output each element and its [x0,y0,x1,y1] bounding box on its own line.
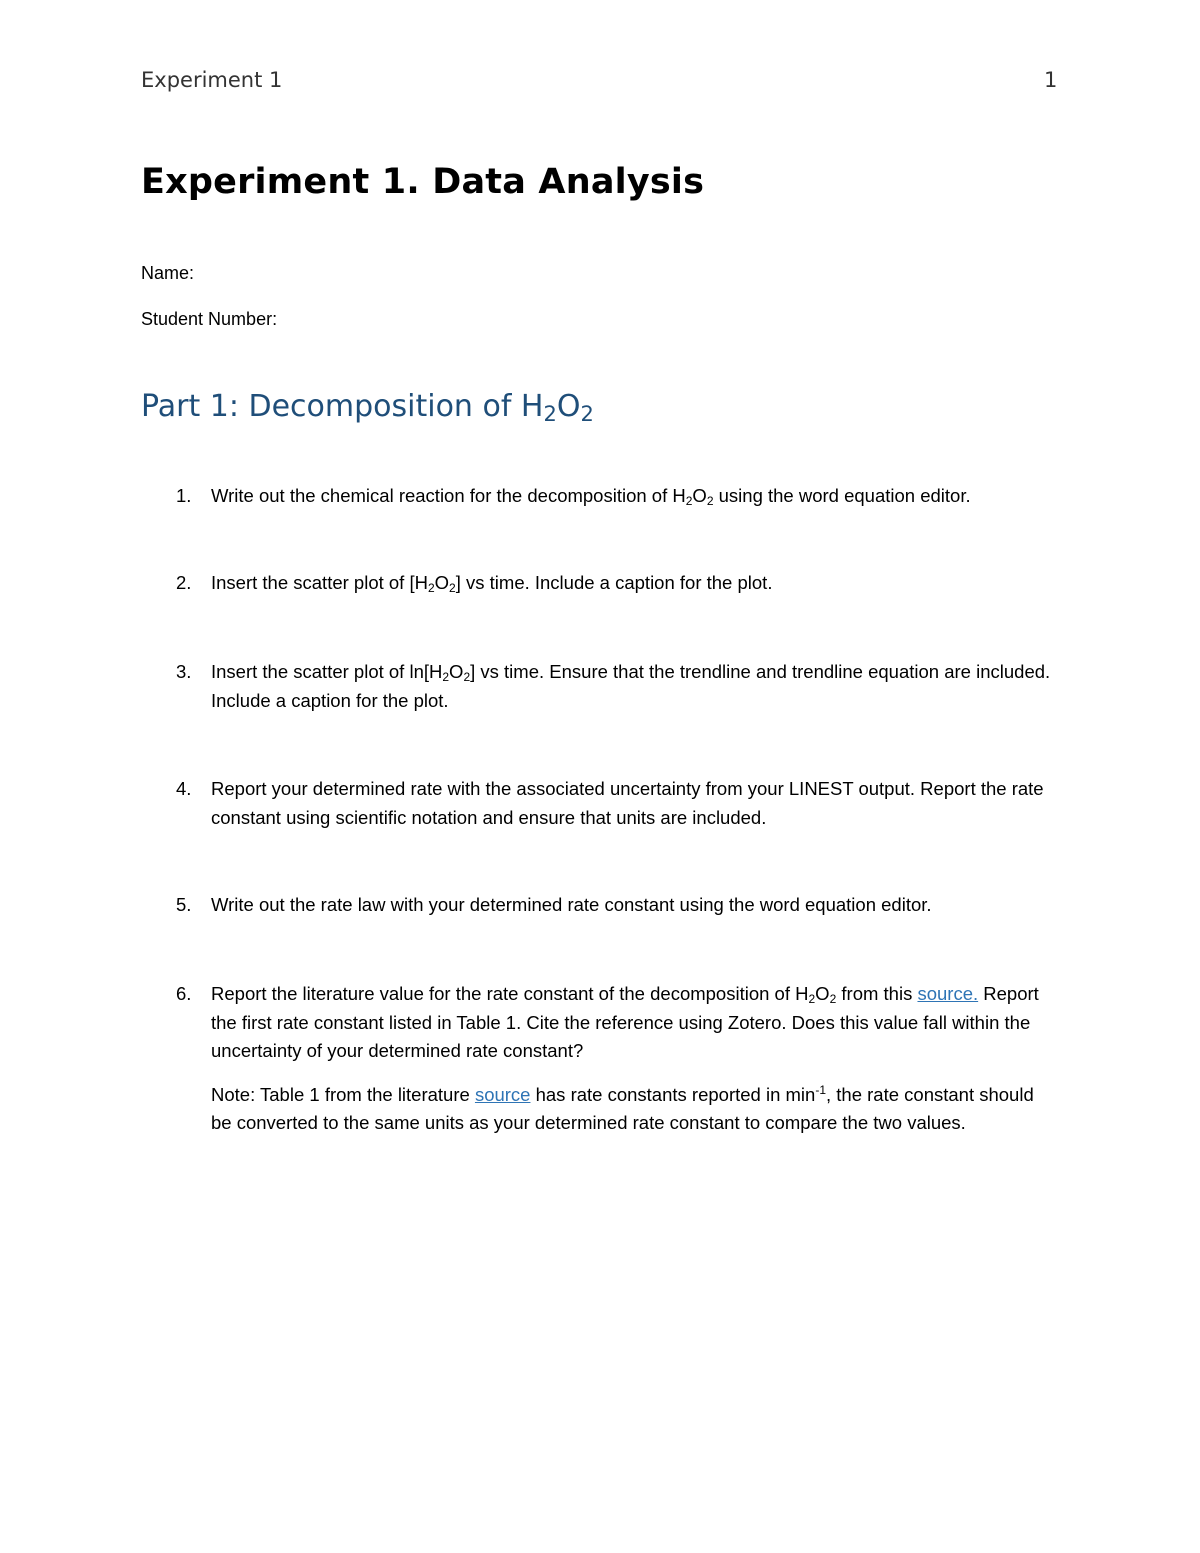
question-5 [176,891,1056,920]
section-heading-oxygen: O [556,389,581,424]
superscript-minus-one: -1 [815,1082,826,1097]
question-number: 4. [176,778,192,799]
section-heading-subscript-2: 2 [580,402,594,426]
section-heading-subscript-1: 2 [543,402,557,426]
question-text: Report your determined rate with the associated uncertainty from your LINEST output. Report the rate constant using scientific notation and ensure that units are included. [211,778,1044,828]
question-text: Write out the rate law with your determined rate constant using the word equation editor. [211,894,932,915]
question-text: Write out the chemical reaction for the decomposition of $H_2O_2$ using the word equation editor. [211,485,971,508]
question-4 [176,775,1056,832]
question-1 [176,482,1056,511]
note-paragraph: Note: Table 1 from the literature source has rate constants reported in $\min^{-1}$, the rate constant should be converted to the same units as your determined rate constant to compare the two values. [211,1082,1034,1133]
question-number: 1. [176,485,192,506]
page-number: 1 [1044,68,1058,92]
question-6 [176,980,1056,1138]
question-text: Insert the scatter plot of $[H_2O_2]$ vs time. Include a caption for the plot. [211,572,773,595]
source-link-note[interactable]: source [474,1083,531,1105]
header-title: Experiment 1 [141,68,283,92]
question-3 [176,658,1056,715]
question-number: 2. [176,572,192,593]
question-number: 5. [176,894,192,915]
source-link[interactable]: source. [917,983,979,1004]
section-heading-prefix: Part 1: Decomposition of H [141,389,544,424]
student-number-field-label: Student Number: [141,309,278,329]
question-2 [176,569,1056,598]
question-number: 3. [176,661,192,682]
question-text: Report the literature value for the rate constant of the decomposition of $H_2O_2$ from this source. Report the first rate constant listed in Table 1. Cite the reference using Zotero. Does this value fall within the uncertainty of your determined rate constant? [211,983,1039,1061]
document-title: Experiment 1. Data Analysis [141,162,705,202]
question-number: 6. [176,983,192,1004]
question-text: Insert the scatter plot of $\ln[H_2O_2]$ vs time. Ensure that the trendline and trendline equation are included. Include a caption for the plot. [211,661,1051,711]
section-heading [141,389,594,424]
name-field-label: Name: [141,263,195,283]
